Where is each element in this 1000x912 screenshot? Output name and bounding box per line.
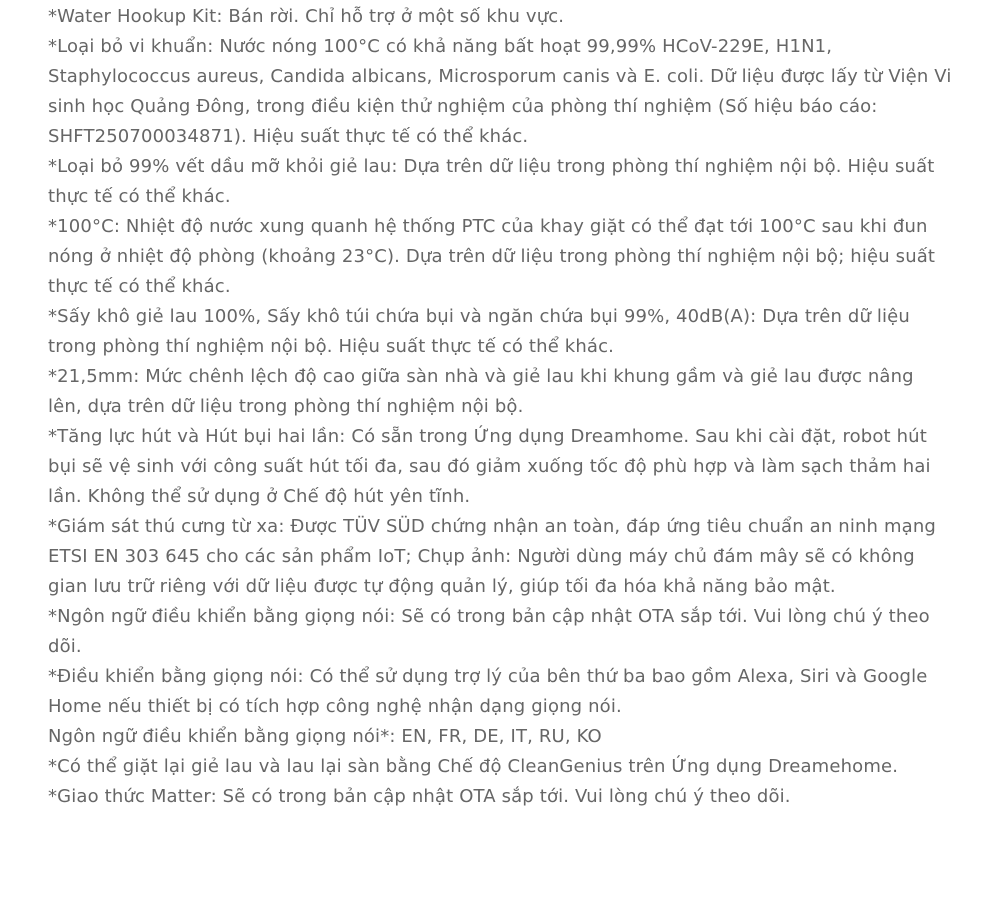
note-voice-language-update: *Ngôn ngữ điều khiển bằng giọng nói: Sẽ có trong bản cập nhật OTA sắp tới. Vui lòng chú ý theo dõi. bbox=[48, 606, 930, 657]
note-bacteria-removal: *Loại bỏ vi khuẩn: Nước nóng 100°C có khả năng bất hoạt 99,99% HCoV-229E, H1N1, Staphylococcus aureus, Candida albicans, Microsporum canis và E. coli. Dữ liệu được lấy từ Viện Vi sinh học Quảng Đông, trong điều kiện thử nghiệm của phòng thí nghiệm (Số hiệu báo cáo: SHFT250700034871). Hiệu suất thực tế có thể khác. bbox=[48, 36, 952, 147]
note-line-cut-off bbox=[48, 0, 953, 2]
note-100c-water: *100°C: Nhiệt độ nước xung quanh hệ thống PTC của khay giặt có thể đạt tới 100°C sau khi đun nóng ở nhiệt độ phòng (khoảng 23°C). Dựa trên dữ liệu trong phòng thí nghiệm nội bộ; hiệu suất thực tế có thể khác. bbox=[48, 216, 936, 297]
note-pet-monitoring: *Giám sát thú cưng từ xa: Được TÜV SÜD chứng nhận an toàn, đáp ứng tiêu chuẩn an ninh mạng ETSI EN 303 645 cho các sản phẩm IoT; Chụp ảnh: Người dùng máy chủ đám mây sẽ có không gian lưu trữ riêng với dữ liệu được tự động quản lý, giúp tối đa hóa khả năng bảo mật. bbox=[48, 516, 936, 597]
note-mop-lift-height: *21,5mm: Mức chênh lệch độ cao giữa sàn nhà và giẻ lau khi khung gầm và giẻ lau được nâng lên, dựa trên dữ liệu trong phòng thí nghiệm nội bộ. bbox=[48, 366, 914, 417]
note-matter-protocol: *Giao thức Matter: Sẽ có trong bản cập nhật OTA sắp tới. Vui lòng chú ý theo dõi. bbox=[48, 786, 791, 807]
note-suction-boost: *Tăng lực hút và Hút bụi hai lần: Có sẵn trong Ứng dụng Dreamhome. Sau khi cài đặt, robot hút bụi sẽ vệ sinh với công suất hút tối đa, sau đó giảm xuống tốc độ phù hợp và làm sạch thảm hai lần. Không thể sử dụng ở Chế độ hút yên tĩnh. bbox=[48, 426, 931, 507]
note-drying-noise: *Sấy khô giẻ lau 100%, Sấy khô túi chứa bụi và ngăn chứa bụi 99%, 40dB(A): Dựa trên dữ liệu trong phòng thí nghiệm nội bộ. Hiệu suất thực tế có thể khác. bbox=[48, 306, 910, 357]
note-voice-languages: Ngôn ngữ điều khiển bằng giọng nói*: EN, FR, DE, IT, RU, KO bbox=[48, 726, 602, 747]
note-cleangenius: *Có thể giặt lại giẻ lau và lau lại sàn bằng Chế độ CleanGenius trên Ứng dụng Dreamehome. bbox=[48, 756, 899, 777]
note-grease-removal: *Loại bỏ 99% vết dầu mỡ khỏi giẻ lau: Dựa trên dữ liệu trong phòng thí nghiệm nội bộ. Hiệu suất thực tế có thể khác. bbox=[48, 156, 935, 207]
note-water-hookup-kit: *Water Hookup Kit: Bán rời. Chỉ hỗ trợ ở một số khu vực. bbox=[48, 6, 565, 27]
note-voice-control: *Điều khiển bằng giọng nói: Có thể sử dụng trợ lý của bên thứ ba bao gồm Alexa, Siri và Google Home nếu thiết bị có tích hợp công nghệ nhận dạng giọng nói. bbox=[48, 666, 928, 717]
disclaimer-notes bbox=[48, 0, 953, 812]
